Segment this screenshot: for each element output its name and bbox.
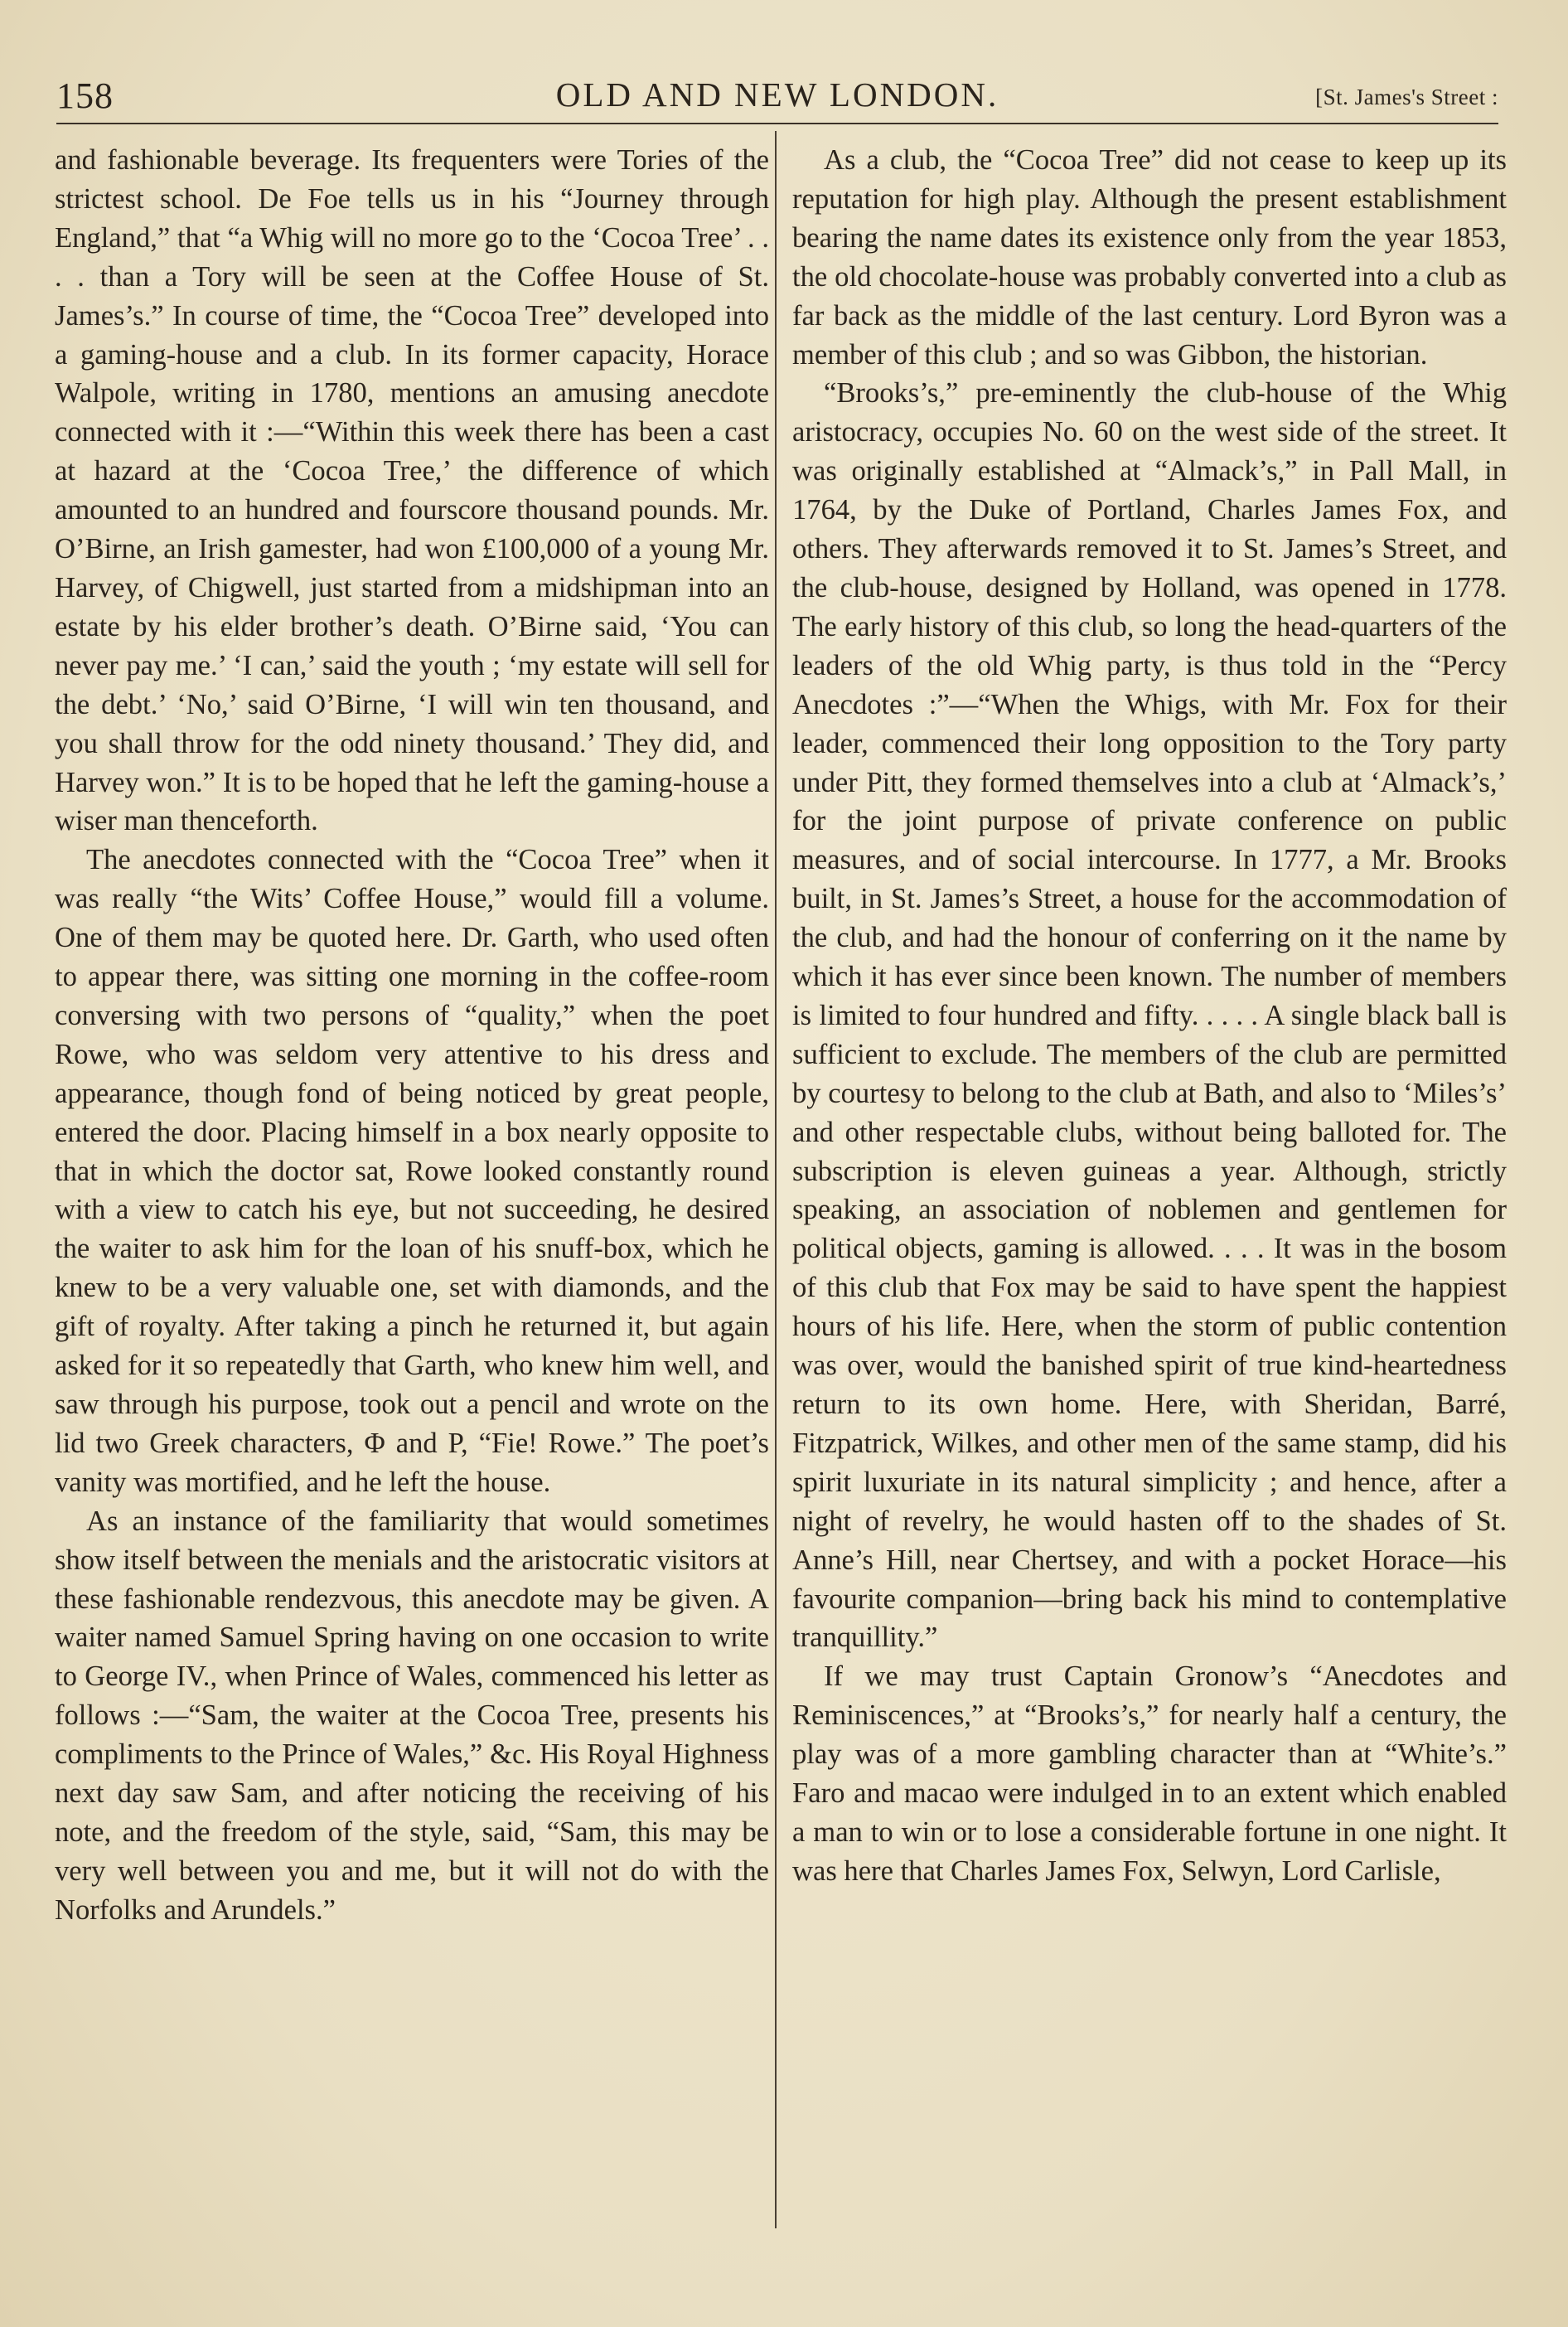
paragraph: “Brooks’s,” pre-eminently the club-house of the Whig aristocracy, occupies No. 60 on the west side of the street. It was originally established at “Almack’s,” in Pall Mall, in 1764, by the Duke of Portland, Charles James Fox, and others. They afterwards removed it to St. James’s Street, and the club-house, designed by Holland, was opened in 1778. The early history of this club, so long the head-quarters of the leaders of the old Whig party, is thus told in the “Percy Anecdotes :”—“When the Whigs, with Mr. Fox for their leader, commenced their long opposition to the Tory party under Pitt, they formed themselves into a club at ‘Almack’s,’ for the joint purpose of private conference on public measures, and of social intercourse. In 1777, a Mr. Brooks built, in St. James’s Street, a house for the accommodation of the club, and had the honour of conferring on it the name by which it has ever since been known. The number of members is limited to four hundred and fifty. . . . . A single black ball is sufficient to exclude. The members of the club are permitted by courtesy to belong to the club at Bath, and also to ‘Miles’s’ and other respectable clubs, without being balloted for. The subscription is eleven guineas a year. Although, strictly speaking, an association of noblemen and gentlemen for political objects, gaming is allowed. . . . It was in the bosom of this club that Fox may be said to have spent the happiest hours of his life. Here, when the storm of public contention was over, would the banished spirit of true kind-heartedness return to its own home. Here, with Sheridan, Barré, Fitzpatrick, Wilkes, and other men of the same stamp, did his spirit luxuriate in its natural simplicity ; and hence, after a night of revelry, he would hasten off to the shades of St. Anne’s Hill, near Chertsey, and with a pocket Horace—his favourite companion—bring back his mind to contemplative tranquillity.” xyxy=(792,377,1507,1654)
paragraph: The anecdotes connected with the “Cocoa Tree” when it was really “the Wits’ Coffee House,” would fill a volume. One of them may be quoted here. Dr. Garth, who used often to appear there, was sitting one morning in the coffee-room conversing with two persons of “quality,” when the poet Rowe, who was seldom very attentive to his dress and appearance, though fond of being noticed by great people, entered the door. Placing himself in a box nearly opposite to that in which the doctor sat, Rowe looked constantly round with a view to catch his eye, but not succeeding, he desired the waiter to ask him for the loan of his snuff-box, which he knew to be a very valuable one, set with diamonds, and the gift of royalty. After taking a pinch he returned it, but again asked for it so repeatedly that Garth, who knew him well, and saw through his purpose, took out a pencil and wrote on the lid two Greek characters, Φ and P, “Fie! Rowe.” The poet’s vanity was mortified, and he left the house. xyxy=(55,844,769,1498)
section-label: [St. James's Street : xyxy=(1315,85,1498,109)
left-column xyxy=(55,141,769,1930)
header-rule xyxy=(56,123,1498,124)
paragraph: If we may trust Captain Gronow’s “Anecdotes and Reminiscences,” at “Brooks’s,” for nearly half a century, the play was of a more gambling character than at “White’s.” Faro and macao were indulged in to an extent which enabled a man to win or to lose a considerable fortune in one night. It was here that Charles James Fox, Selwyn, Lord Carlisle, xyxy=(792,1660,1507,1887)
page-number: 158 xyxy=(56,75,114,116)
running-title: OLD AND NEW LONDON. xyxy=(555,75,999,114)
paragraph: and fashionable beverage. Its frequenters were Tories of the strictest school. De Foe tells us in his “Journey through England,” that “a Whig will no more go to the ‘Cocoa Tree’ . . . . than a Tory will be seen at the Coffee House of St. James’s.” In course of time, the “Cocoa Tree” developed into a gaming-house and a club. In its former capacity, Horace Walpole, writing in 1780, mentions an amusing anecdote connected with it :—“Within this week there has been a cast at hazard at the ‘Cocoa Tree,’ the difference of which amounted to an hundred and fourscore thousand pounds. Mr. O’Birne, an Irish gamester, had won £100,000 of a young Mr. Harvey, of Chigwell, just started from a midshipman into an estate by his elder brother’s death. O’Birne said, ‘You can never pay me.’ ‘I can,’ said the youth ; ‘my estate will sell for the debt.’ ‘No,’ said O’Birne, ‘I will win ten thousand, and you shall throw for the odd ninety thousand.’ They did, and Harvey won.” It is to be hoped that he left the gaming-house a wiser man thenceforth. xyxy=(55,144,769,837)
column-divider xyxy=(775,131,777,2228)
paragraph: As a club, the “Cocoa Tree” did not cease to keep up its reputation for high play. Although the present establishment bearing the name dates its existence only from the year 1853, the old chocolate-house was probably converted into a club as far back as the middle of the last century. Lord Byron was a member of this club ; and so was Gibbon, the historian. xyxy=(792,144,1507,371)
page-header xyxy=(56,70,1498,128)
right-column xyxy=(792,141,1507,1891)
paragraph: As an instance of the familiarity that would sometimes show itself between the menials and the aristocratic visitors at these fashionable rendezvous, this anecdote may be given. A waiter named Samuel Spring having on one occasion to write to George IV., when Prince of Wales, commenced his letter as follows :—“Sam, the waiter at the Cocoa Tree, presents his compliments to the Prince of Wales,” &c. His Royal Highness next day saw Sam, and after noticing the receiving of his note, and the freedom of the style, said, “Sam, this may be very well between you and me, but it will not do with the Norfolks and Arundels.” xyxy=(55,1505,769,1926)
